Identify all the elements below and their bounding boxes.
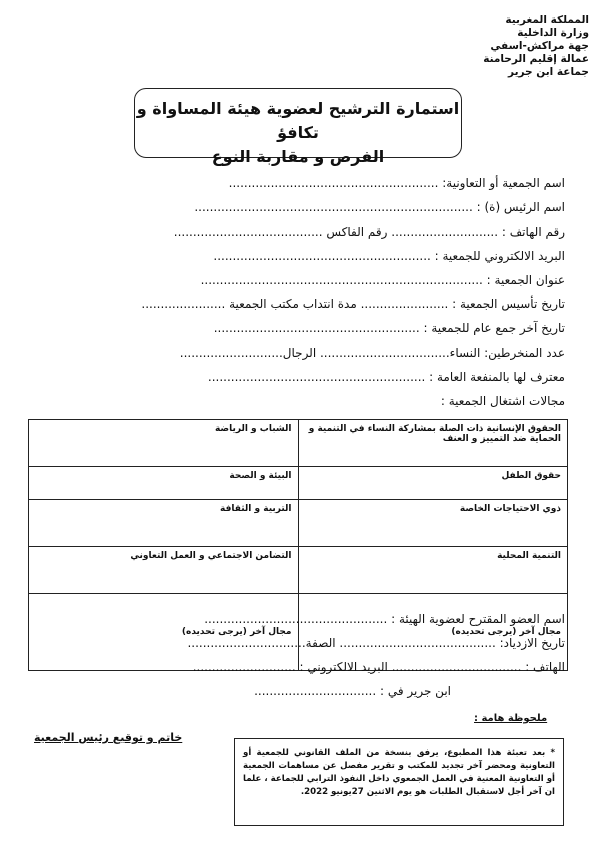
table-cell[interactable]: التربية و الثقافة [29,500,299,547]
fields-table [28,419,568,671]
table-row [29,500,568,547]
fields-label: مجالات اشتغال الجمعية : [440,394,565,408]
table-row [29,594,568,671]
president-field[interactable]: اسم الرئيس (ة) : ......................................................................... [194,200,565,214]
issuer-header [369,14,589,79]
table-cell[interactable]: مجال آخر (يرجى تحديده) [29,594,299,671]
note-text: * بعد تعبئة هذا المطبوع، يرفق بنسخة من الملف القانوني للجمعية أو التعاونية ومحضر آخر تجديد للمكتب و تقرير مفصل عن مساهمات الجمعية أو التعاونية المعنية في العمل الجمعوي داخل النفوذ الترابي للجماعة ، علما ان آخر أجل لاستقبال الطلبات هو يوم الاثنين 27يونيو 2022. [243,748,555,797]
table-cell[interactable]: التضامن الاجتماعي و العمل التعاوني [29,547,299,594]
members-count-field[interactable]: عدد المنخرطين: النساء.................................. الرجال........................... [179,346,565,360]
title-line-2: الفرص و مقاربة النوع [211,147,385,166]
birth-date-field[interactable]: تاريخ الازدياد: ......................................... الصفة............................... [187,636,565,650]
header-line: جماعة ابن جرير [508,66,589,78]
title-line-1: استمارة الترشيح لعضوية هيئة المساواة و تكافؤ [136,99,460,142]
signature-label: خاتم و توقيع رئيس الجمعية [34,731,183,744]
header-line: عمالة إقليم الرحامنة [483,53,589,65]
table-cell[interactable]: الحقوق الإنسانية ذات الصلة بمشاركة النساء في التنمية و الحماية ضد التمييز و العنف [298,420,568,467]
place-date-field[interactable]: ابن جرير في : ................................ [254,684,451,698]
address-field[interactable]: عنوان الجمعية : .......................................................................... [200,273,565,287]
email-field[interactable]: البريد الالكتروني للجمعية : ......................................................... [213,249,565,263]
table-cell[interactable]: الشباب و الرياضة [29,420,299,467]
table-cell[interactable]: ذوي الاحتياجات الخاصة [298,500,568,547]
table-cell[interactable]: حقوق الطفل [298,467,568,500]
table-row [29,467,568,500]
founding-date-field[interactable]: تاريخ تأسيس الجمعية : ....................... مدة انتداب مكتب الجمعية ...................... [141,297,565,311]
table-cell[interactable]: مجال آخر (يرجى تحديده) [298,594,568,671]
note-title: ملحوظة هامة : [474,713,548,724]
last-assembly-field[interactable]: تاريخ آخر جمع عام للجمعية : ...................................................... [213,321,565,335]
table-cell[interactable]: البيئة و الصحة [29,467,299,500]
assoc-name-field[interactable]: اسم الجمعية أو التعاونية: ....................................................... [228,176,565,190]
important-note [234,738,564,826]
member-contact-field[interactable]: الهاتف : .................................. البريد الالكتروني : ........................... [192,660,565,674]
table-cell[interactable]: التنمية المحلية [298,547,568,594]
member-name-field[interactable]: اسم العضو المقترح لعضوية الهيئة : ................................................ [204,612,565,626]
table-row [29,547,568,594]
header-line: وزارة الداخلية [517,27,589,39]
form-title [134,88,462,166]
phone-fax-field[interactable]: رقم الهاتف : ............................ رقم الفاكس ....................................... [173,225,565,239]
table-row [29,420,568,467]
public-utility-field[interactable]: معترف لها بالمنفعة العامة : ......................................................... [207,370,565,384]
header-line: المملكة المغربية [505,14,589,26]
header-line: جهة مراكش-اسفي [490,40,589,52]
